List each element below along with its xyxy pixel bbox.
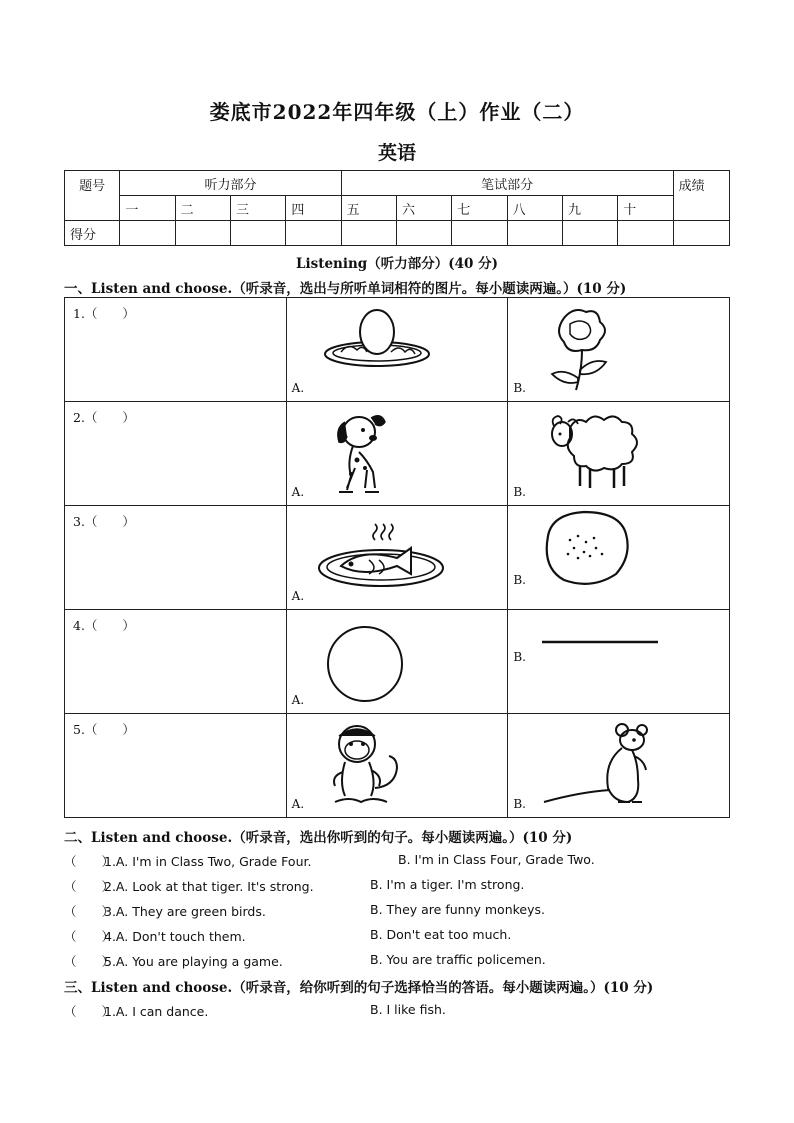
score-cell[interactable]: [396, 221, 451, 246]
score-table-num: 七: [452, 196, 507, 221]
option-a-label: A.: [291, 797, 305, 811]
option-b-text: B. You are traffic policemen.: [370, 952, 546, 967]
section3-heading: 三、Listen and choose.（听录音，给你听到的句子选择恰当的答语。每小题读两遍。）(10 分): [64, 980, 654, 996]
option-b-cell[interactable]: [508, 714, 730, 818]
option-a-text: 2.A. Look at that tiger. It's strong.: [104, 879, 314, 894]
score-table-num: 一: [120, 196, 175, 221]
score-cell[interactable]: [562, 221, 617, 246]
option-a-text: 4.A. Don't touch them.: [104, 929, 246, 944]
page-title: 娄底市2022年四年级（上）作业（二）: [209, 100, 585, 124]
response-choice-row[interactable]: [64, 1002, 446, 1020]
option-b-cell[interactable]: [508, 506, 730, 610]
score-table-num: 八: [507, 196, 562, 221]
option-b-cell[interactable]: [508, 610, 730, 714]
option-a-cell[interactable]: [286, 506, 508, 610]
question-number: 1.（ ）: [73, 306, 135, 321]
score-cell[interactable]: [452, 221, 507, 246]
option-b-cell[interactable]: [508, 298, 730, 402]
answer-blank[interactable]: （ ）: [64, 954, 115, 969]
option-b-text: B. I'm in Class Four, Grade Two.: [398, 852, 595, 867]
option-b-label: B.: [513, 650, 526, 664]
score-table-num: 九: [562, 196, 617, 221]
option-b-label: B.: [513, 797, 526, 811]
listening-header: Listening（听力部分）(40 分): [295, 256, 498, 272]
section1-heading: 一、Listen and choose.（听录音，选出与所听单词相符的图片。每小题读两遍。）(10 分): [64, 281, 627, 297]
score-table-header-number: 题号: [65, 171, 120, 221]
score-cell[interactable]: [120, 221, 175, 246]
option-a-cell[interactable]: [286, 298, 508, 402]
score-table-num: 五: [341, 196, 396, 221]
sentence-choice-row[interactable]: [64, 852, 595, 870]
option-a-label: A.: [291, 693, 305, 707]
option-b-label: B.: [513, 381, 526, 395]
option-b-text: B. I'm a tiger. I'm strong.: [370, 877, 525, 892]
score-table-listening: 听力部分: [120, 171, 341, 196]
picture-choice-table: [64, 297, 730, 818]
option-a-label: A.: [291, 381, 305, 395]
score-cell[interactable]: [175, 221, 230, 246]
option-b-text: B. They are funny monkeys.: [370, 902, 545, 917]
score-cell[interactable]: [507, 221, 562, 246]
dog-icon: [319, 408, 395, 496]
fish-on-plate-icon: [317, 518, 447, 588]
score-table-num: 二: [175, 196, 230, 221]
answer-blank[interactable]: （ ）: [64, 904, 115, 919]
score-table-num: 四: [286, 196, 341, 221]
question-number: 3.（ ）: [73, 514, 135, 529]
option-a-text: 1.A. I can dance.: [104, 1004, 209, 1019]
option-a-cell[interactable]: [286, 610, 508, 714]
option-a-text: 5.A. You are playing a game.: [104, 954, 283, 969]
score-table-score-label: 得分: [65, 221, 120, 246]
score-cell[interactable]: [673, 221, 729, 246]
monkey-icon: [323, 722, 405, 810]
option-a-cell[interactable]: [286, 714, 508, 818]
mouse-icon: [538, 722, 668, 810]
option-b-text: B. Don't eat too much.: [370, 927, 512, 942]
score-table: [64, 170, 730, 246]
question-cell[interactable]: [65, 506, 287, 610]
circle-icon: [325, 624, 405, 704]
line-icon: [540, 638, 660, 646]
option-b-cell[interactable]: [508, 402, 730, 506]
score-table-num: 六: [396, 196, 451, 221]
sheep-icon: [546, 408, 646, 490]
option-a-label: A.: [291, 485, 305, 499]
option-a-text: 3.A. They are green birds.: [104, 904, 266, 919]
option-a-label: A.: [291, 589, 305, 603]
score-cell[interactable]: [618, 221, 673, 246]
question-number: 2.（ ）: [73, 410, 135, 425]
cookie-icon: [538, 508, 634, 588]
sentence-choice-row[interactable]: [64, 927, 512, 945]
question-cell[interactable]: [65, 610, 287, 714]
option-a-text: 1.A. I'm in Class Two, Grade Four.: [104, 854, 312, 869]
question-cell[interactable]: [65, 402, 287, 506]
section2-heading: 二、Listen and choose.（听录音，选出你听到的句子。每小题读两遍。）(10 分): [64, 830, 573, 846]
sentence-choice-row[interactable]: [64, 877, 525, 895]
score-cell[interactable]: [341, 221, 396, 246]
question-cell[interactable]: [65, 298, 287, 402]
question-number: 5.（ ）: [73, 722, 135, 737]
option-a-cell[interactable]: [286, 402, 508, 506]
subject-title: 英语: [377, 142, 416, 164]
option-b-label: B.: [513, 485, 526, 499]
score-table-writing: 笔试部分: [341, 171, 673, 196]
score-cell[interactable]: [286, 221, 341, 246]
flower-icon: [544, 304, 614, 392]
answer-blank[interactable]: （ ）: [64, 854, 115, 869]
score-table-num: 十: [618, 196, 673, 221]
answer-blank[interactable]: （ ）: [64, 1004, 115, 1019]
question-cell[interactable]: [65, 714, 287, 818]
option-b-text: B. I like fish.: [370, 1002, 446, 1017]
question-number: 4.（ ）: [73, 618, 135, 633]
option-b-label: B.: [513, 573, 526, 587]
sentence-choice-row[interactable]: [64, 952, 546, 970]
egg-on-plate-icon: [321, 306, 433, 370]
score-table-num: 三: [230, 196, 285, 221]
score-cell[interactable]: [230, 221, 285, 246]
score-table-total: 成绩: [673, 171, 729, 221]
answer-blank[interactable]: （ ）: [64, 929, 115, 944]
answer-blank[interactable]: （ ）: [64, 879, 115, 894]
sentence-choice-row[interactable]: [64, 902, 545, 920]
